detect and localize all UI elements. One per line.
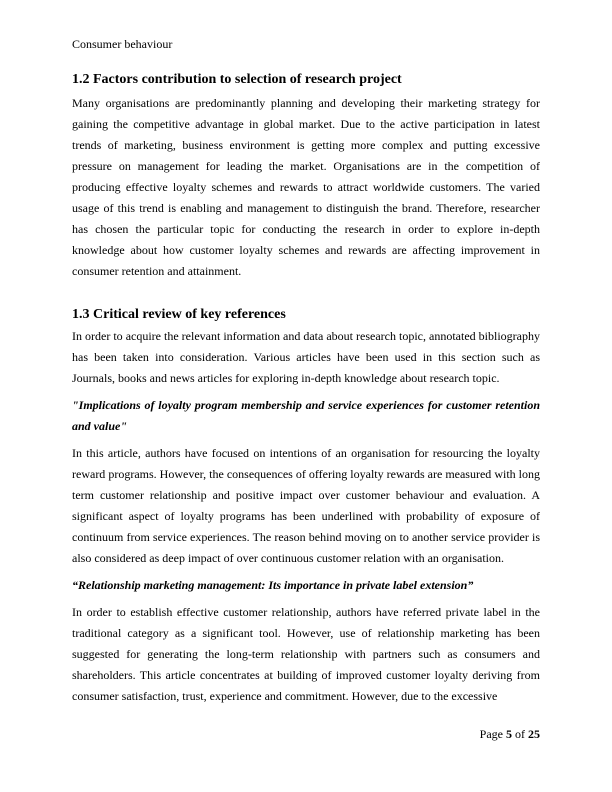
page-prefix: Page <box>479 727 503 741</box>
document-body <box>72 71 540 707</box>
page-current: 5 <box>506 727 512 741</box>
running-header: Consumer behaviour <box>72 37 173 51</box>
reference-title-1: "Implications of loyalty program membership and service experiences for customer retention and value" <box>72 398 540 433</box>
page-of: of <box>515 727 525 741</box>
reference-body-2: In order to establish effective customer relationship, authors have referred private label in the traditional category as a significant tool. However, use of relationship marketing has been suggested for generating the long-term relationship with partners such as consumers and shareholders. This article concentrates at building of improved customer loyalty deriving from consumer satisfaction, trust, experience and commitment. However, due to the excessive <box>72 605 540 703</box>
section-1-2-paragraph: Many organisations are predominantly planning and developing their marketing strategy for gaining the competitive advantage in global market. Due to the active participation in latest trends of marketing, business environment is getting more complex and putting excessive pressure on management for leading the market. Organisations are in the competition of producing effective loyalty schemes and rewards to attract worldwide customers. The varied usage of this trend is enabling and management to distinguish the brand. Therefore, researcher has chosen the particular topic for conducting the research in order to explore in-depth knowledge about how customer loyalty schemes and rewards are affecting improvement in consumer retention and attainment. <box>72 96 540 278</box>
page-total: 25 <box>528 727 540 741</box>
section-heading-1-3: 1.3 Critical review of key references <box>72 307 286 322</box>
section-heading-1-2: 1.2 Factors contribution to selection of research project <box>72 72 402 87</box>
page-number <box>480 727 540 741</box>
reference-body-1: In this article, authors have focused on intentions of an organisation for resourcing the loyalty reward programs. However, the consequences of offering loyalty rewards are measured with long term customer relationship and positive impact over customer behaviour and evaluation. A significant aspect of loyalty programs has been underlined with probability of exposure of continuum from service experiences. The reason behind moving on to another service provider is also considered as deep impact of over continuous customer relation with an organisation. <box>72 446 540 565</box>
reference-title-2: “Relationship marketing management: Its importance in private label extension” <box>72 578 474 592</box>
section-1-3-intro: In order to acquire the relevant information and data about research topic, annotated bibliography has been taken into consideration. Various articles have been used in this section such as Journals, books and news articles for exploring in-depth knowledge about research topic. <box>72 329 540 385</box>
